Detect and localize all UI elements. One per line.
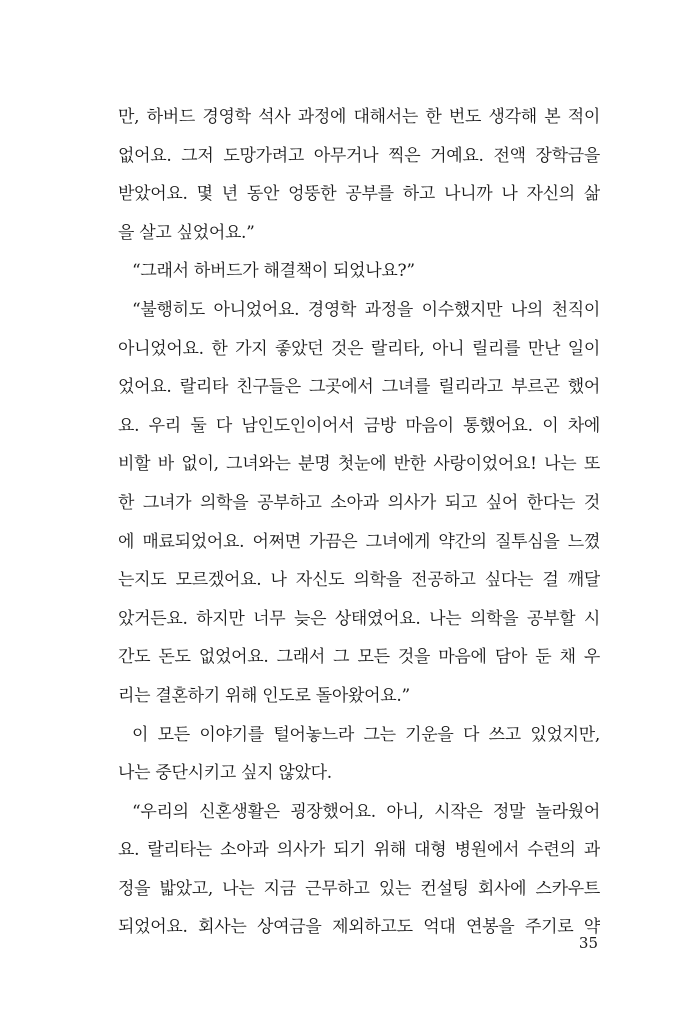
text-line: 을 살고 싶었어요.” xyxy=(118,222,255,243)
text-line: 요. 우리 둘 다 남인도인이어서 금방 마음이 통했어요. 이 차에 xyxy=(118,415,600,436)
text-line: “불행히도 아니었어요. 경영학 과정을 이수했지만 나의 천직이 xyxy=(132,299,600,320)
text-line: 었어요. 랄리타 친구들은 그곳에서 그녀를 릴리라고 부르곤 했어 xyxy=(118,377,600,398)
text-line: 정을 밟았고, 나는 지금 근무하고 있는 컨설팅 회사에 스카우트 xyxy=(118,878,600,899)
text-line: 만, 하버드 경영학 석사 과정에 대해서는 한 번도 생각해 본 적이 xyxy=(118,107,600,127)
text-line: 는지도 모르겠어요. 나 자신도 의학을 전공하고 싶다는 걸 깨달 xyxy=(118,570,600,591)
text-line: 이 모든 이야기를 털어놓느라 그는 기운을 다 쓰고 있었지만, xyxy=(132,724,600,745)
text-line: 없어요. 그저 도망가려고 아무거나 찍은 거예요. 전액 장학금을 xyxy=(118,145,600,166)
text-line: 간도 돈도 없었어요. 그래서 그 모든 것을 마음에 담아 둔 채 우 xyxy=(118,647,600,668)
text-line: 아니었어요. 한 가지 좋았던 것은 랄리타, 아니 릴리를 만난 일이 xyxy=(118,338,600,359)
text-line: 나는 중단시키고 싶지 않았다. xyxy=(118,763,332,784)
text-line: 한 그녀가 의학을 공부하고 소아과 의사가 되고 싶어 한다는 것 xyxy=(118,492,600,513)
text-line: 리는 결혼하기 위해 인도로 돌아왔어요.” xyxy=(118,685,410,706)
text-line: 에 매료되었어요. 어쩌면 가끔은 그녀에게 약간의 질투심을 느꼈 xyxy=(118,531,600,552)
text-line: 비할 바 없이, 그녀와는 분명 첫눈에 반한 사랑이었어요! 나는 또 xyxy=(118,454,600,475)
text-line: 받았어요. 몇 년 동안 엉뚱한 공부를 하고 나니까 나 자신의 삶 xyxy=(118,184,600,205)
text-line: 았거든요. 하지만 너무 늦은 상태였어요. 나는 의학을 공부할 시 xyxy=(118,608,600,629)
text-line: 요. 랄리타는 소아과 의사가 되기 위해 대형 병원에서 수련의 과 xyxy=(118,840,600,861)
text-line: 되었어요. 회사는 상여금을 제외하고도 억대 연봉을 주기로 약 xyxy=(118,917,600,938)
body-text xyxy=(118,98,600,947)
text-line: “우리의 신혼생활은 굉장했어요. 아니, 시작은 정말 놀라웠어 xyxy=(132,801,600,822)
page-number: 35 xyxy=(578,934,598,952)
text-line: “그래서 하버드가 해결책이 되었나요?” xyxy=(132,261,415,282)
